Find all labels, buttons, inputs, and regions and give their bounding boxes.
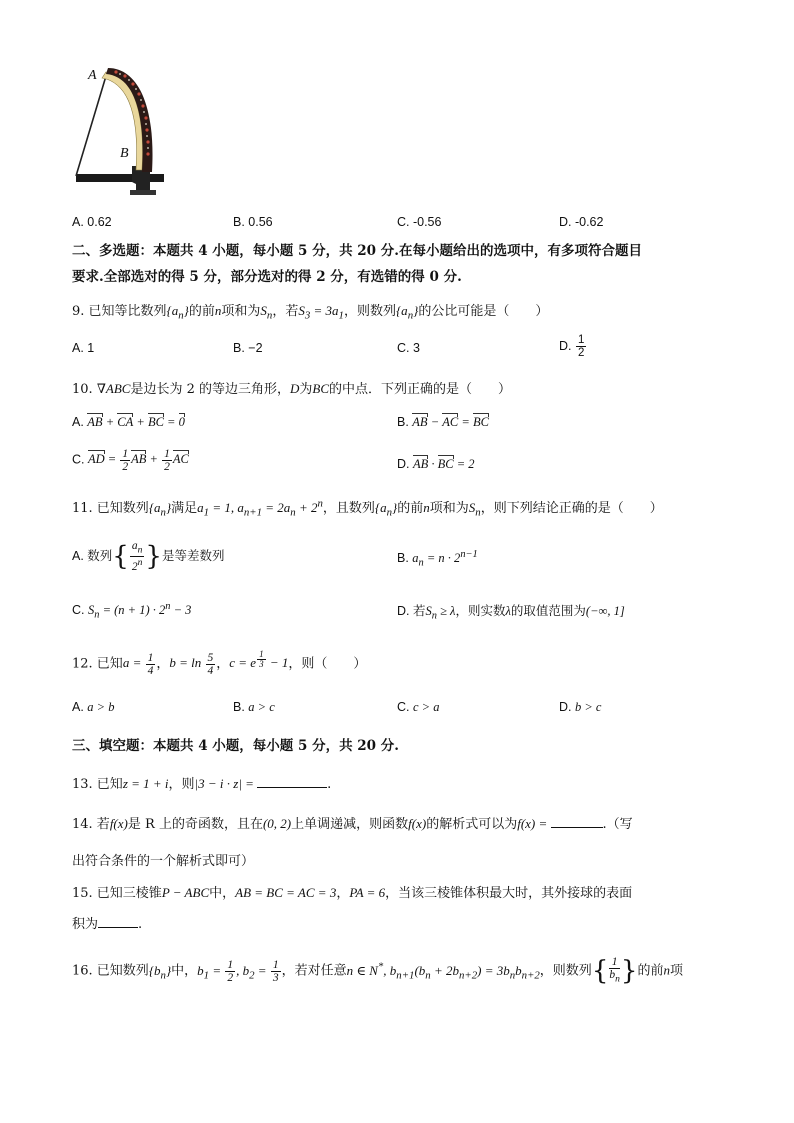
q9-seq2: $\{a_n\}$ [395,303,419,322]
q11-t5: ，则下列结论正确的是（ ） [480,501,663,516]
q15-t2: ， [336,886,350,901]
q11-seq: $\{a_n\}$ [148,500,172,519]
q12-option-a[interactable]: A. a > b [72,700,115,714]
section-2-heading [72,238,732,290]
question-10 [72,378,511,397]
q9-t4: ，则数列 [343,304,396,319]
q12-option-c[interactable]: C. c > a [397,700,440,714]
q13-z: z = 1 + i [122,776,169,791]
q11-t4: 项和为 [429,501,469,516]
q12-c: c = e $^{\frac{1}{3}}$ − 1 [229,649,289,671]
q12-option-b-label: B. [233,700,245,714]
q14-answer-blank[interactable] [551,815,603,828]
q16-t1: 中， [171,963,198,979]
q12-option-c-label: C. [397,700,410,714]
question-12: 12. 已知a = $\frac{1}{4}$ ，b = ln $\frac{5}{4}$ ，c = e $^{\frac{1}{3}}$ − 1，则（ ） [72,649,367,677]
q11-seq2: $\{a_n\}$ [374,500,398,519]
q11-option-c-expr: $S_n = (n + 1) \cdot 2^n - 3$ [87,601,192,621]
q8-option-a[interactable]: A. 0.62 [72,215,112,229]
q13-prefix: 13. 已知 [72,777,123,792]
q12-option-d-label: D. [559,700,572,714]
q14-t4: 的解析式可以为 [426,817,518,832]
q15-t1: 中， [209,886,236,901]
q10-option-d-label: D. [397,457,410,471]
q9-option-c[interactable]: C. 3 [397,341,420,355]
q16-t3: ，则数列 [539,963,592,979]
q11-cond: $a_1 = 1$, $a_{n+1} = 2a_n + 2^n$ [197,497,323,519]
q11-option-b-expr: $a_n = n \cdot 2^{n-1}$ [412,549,478,569]
q10-option-a-label: A. [72,415,84,429]
q11-option-d-pre: D. 若 [397,604,426,618]
q11-prefix: 11. 已知数列 [72,501,149,516]
q10-option-a-expr: AB + CA + BC = 0 [87,415,185,429]
harp-figure-svg [70,62,170,202]
q9-suffix: 的公比可能是（ ） [418,304,549,319]
q15-prefix: 15. 已知三棱锥 [72,886,162,901]
q10-option-c-label: C. [72,452,85,467]
q12-a: a = $\frac{1}{4}$ [122,651,154,677]
figure-label-a: A [88,68,97,83]
q12-option-a-label: A. [72,700,84,714]
question-14: 14. 若f(x)是 R 上的奇函数，且在(0, 2)上单调递减，则函数f(x)的解析式可以为f(x) = .（写 [72,816,633,832]
q16-t5: 项 [669,963,683,979]
q8-option-c[interactable]: C. -0.56 [397,215,442,229]
q16-t2: ，若对任意 [281,963,347,979]
q14-t3: 上单调递减，则函数 [291,817,409,832]
q11-n: n [423,500,430,515]
q10-option-c-expr: AD = $\frac{1}{2}$ AB + $\frac{1}{2}$ AC [87,448,189,473]
q11-option-b[interactable] [397,549,478,569]
q11-option-a-pre: A. 数列 [72,548,113,563]
q10-triangle: ∇ABC [96,381,131,396]
q13-answer-blank[interactable] [257,775,327,788]
q15-line-2 [72,913,142,932]
q11-t1: 满足 [171,501,198,516]
q9-option-d[interactable] [559,334,587,359]
q15-line-2-pre: 积为 [72,917,99,932]
q9-option-d-label: D. [559,338,572,353]
q10-option-a[interactable] [72,415,185,430]
q9-prefix: 9. 已知等比数列 [72,304,167,319]
q9-option-b[interactable]: B. −2 [233,341,263,355]
q11-option-b-label: B. [397,551,409,566]
q11-option-c-label: C. [72,603,85,618]
q12-option-b[interactable]: B. a > c [233,700,275,714]
q10-t2: 为 [299,382,313,397]
q10-option-d-expr: AB · BC = 2 [412,457,475,471]
question-16: 16. 已知数列$\{b_n\}$中，$b_1$ = $\frac{1}{2}$ , $b_2$ = $\frac{1}{3}$ ，若对任意n ∈ N*, $b_{n+1}(b_n + 2b_{n+2}) = 3b_nb_{n+2}$，则数列{ $\frac{1}{b_n}$ }的前n项 [72,956,683,986]
q12-option-d[interactable]: D. b > c [559,700,602,714]
q10-prefix: 10. [72,382,93,397]
harp-figure [70,62,170,202]
section-2-line-2: 要求.全部选对的得 5 分，部分选对的得 2 分，有选错的得 0 分. [72,269,462,285]
q9-option-d-frac: $\frac{1}{2}$ [577,334,585,359]
q11-sn: $S_n$ [468,500,481,519]
q10-t3: 的中点．下列正确的是（ ） [329,382,512,397]
q16-prefix: 16. 已知数列 [72,963,149,979]
q13-mid: ，则 [168,777,195,792]
q10-option-b-label: B. [397,415,409,429]
q10-bc: BC [312,381,330,396]
q11-t3: 的前 [397,501,424,516]
q10-t1: 是边长为 2 的等边三角形， [130,382,291,397]
q12-suffix: ，则（ ） [288,656,367,672]
question-9 [72,300,548,322]
q12-prefix: 12. 已知 [72,656,123,672]
question-11 [72,497,663,519]
q14-line-2: 出符合条件的一个解析式即可） [72,854,255,869]
q13-expr: |3 − i · z| = [194,776,258,791]
q11-option-d[interactable]: D. 若$S_n \ge \lambda$，则实数λ的取值范围为(−∞, 1] [397,604,625,622]
question-13: 13. 已知z = 1 + i，则|3 − i · z| = . [72,776,332,792]
q15-answer-blank[interactable] [98,915,138,928]
q9-cond: $S_3 = 3a_1$ [298,303,344,322]
q11-option-d-mid: ，则实数 [455,604,506,618]
q10-d: D [290,381,300,396]
q10-option-b[interactable] [397,415,489,430]
section-3-heading [72,733,732,759]
q9-option-a[interactable]: A. 1 [72,341,95,355]
q14-prefix: 14. 若 [72,817,110,832]
q9-t2: 项和为 [221,304,261,319]
q15-t3: ，当该三棱锥体积最大时，其外接球的表面 [385,886,633,901]
q12-b: b = ln $\frac{5}{4}$ [169,651,214,677]
q8-option-b[interactable]: B. 0.56 [233,215,273,229]
q9-n: n [214,303,222,318]
q15-line-2-post: . [138,917,143,932]
q14-t1: 是 [127,817,141,832]
q10-option-c[interactable] [72,448,189,473]
q14-t5: .（写 [602,817,633,832]
q11-option-a-post: 是等差数列 [161,548,225,563]
q8-option-d[interactable]: D. -0.62 [559,215,604,229]
q10-option-b-expr: AB − AC = BC [412,415,489,429]
q16-t4: 的前 [637,963,664,979]
q9-seq: $\{a_n\}$ [166,303,189,322]
q10-option-d[interactable] [397,457,475,472]
q11-t2: ，且数列 [322,501,375,516]
section-2-line-1: 二、多选题：本题共 4 小题，每小题 5 分，共 20 分.在每小题给出的选项中，有多项符合题目 [72,243,642,259]
q9-t1: 的前 [188,304,215,319]
q9-t3: ，若 [272,304,299,319]
q9-sn: $S_n$ [260,303,273,322]
q11-option-a[interactable]: A. 数列{ $\frac{a_n}{2^n}$ }是等差数列 [72,540,225,574]
section-3-line-1: 三、填空题：本题共 4 小题，每小题 5 分，共 20 分. [72,738,399,754]
q11-option-c[interactable] [72,601,191,621]
figure-label-b: B [120,146,129,161]
q14-t2: 上的奇函数，且在 [158,817,263,832]
question-15: 15. 已知三棱锥P − ABC中，AB = BC = AC = 3，PA = 6，当该三棱锥体积最大时，其外接球的表面 [72,885,633,901]
q11-option-d-post: 的取值范围为 [510,604,586,618]
